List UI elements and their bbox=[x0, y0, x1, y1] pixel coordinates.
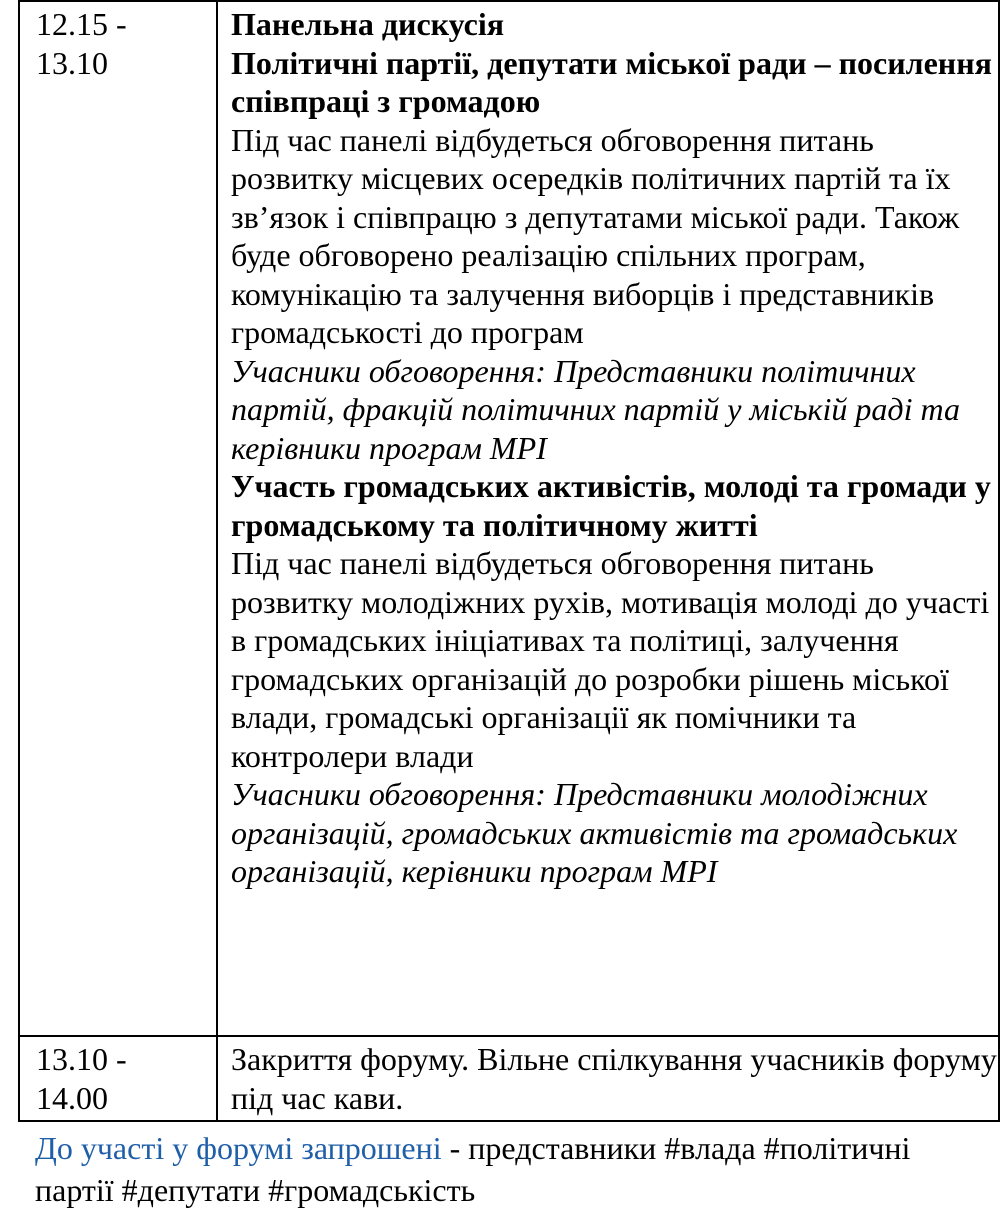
time-cell bbox=[19, 1036, 217, 1121]
time-start: 12.15 - bbox=[36, 6, 127, 42]
panel2-description: Під час панелі відбудеться обговорення питань розвитку молодіжних рухів, мотивація молоді до участі в громадських ініціативах та політиці, залучення громадських організацій до розробки рішень міської влади, громадські організації як помічники та контролери влади bbox=[231, 545, 990, 774]
table-row bbox=[19, 1036, 999, 1121]
closing-description: Закриття форуму. Вільне спілкування учасників форуму під час кави. bbox=[231, 1041, 997, 1116]
content-cell bbox=[217, 1, 999, 1036]
time-start: 13.10 - bbox=[36, 1041, 127, 1077]
schedule-table bbox=[18, 0, 1000, 1122]
invited-footer bbox=[35, 1127, 985, 1211]
panel1-participants: Учасники обговорення: Представники політичних партій, фракцій політичних партій у міській раді та керівники програм МРІ bbox=[231, 352, 960, 466]
time-end: 13.10 bbox=[36, 44, 108, 81]
time-end: 14.00 bbox=[36, 1079, 108, 1116]
panel2-title: Участь громадських активістів, молоді та громади у громадському та політичному житті bbox=[231, 468, 991, 543]
invited-label[interactable]: До участі у форумі запрошені bbox=[35, 1130, 442, 1166]
panel1-description: Під час панелі відбудеться обговорення питань розвитку місцевих осередків політичних партій та їх зв’язок і співпрацю з депутатами міської ради. Також буде обговорено реалізацію спільних програм, комунікацію та залучення виборців і представників громадськості до програм bbox=[231, 121, 960, 350]
content-cell bbox=[217, 1036, 999, 1121]
table-row bbox=[19, 1, 999, 1036]
panel1-title: Політичні партії, депутати міської ради – посилення співпраці з громадою bbox=[231, 44, 992, 119]
time-cell bbox=[19, 1, 217, 1036]
invited-text: - представники #влада #політичні партії #депутати #громадськість bbox=[35, 1130, 911, 1208]
panel2-participants: Учасники обговорення: Представники молодіжних організацій, громадських активістів та громадських організацій, керівники програм МРІ bbox=[231, 776, 958, 889]
section-title: Панельна дискусія bbox=[231, 6, 505, 42]
